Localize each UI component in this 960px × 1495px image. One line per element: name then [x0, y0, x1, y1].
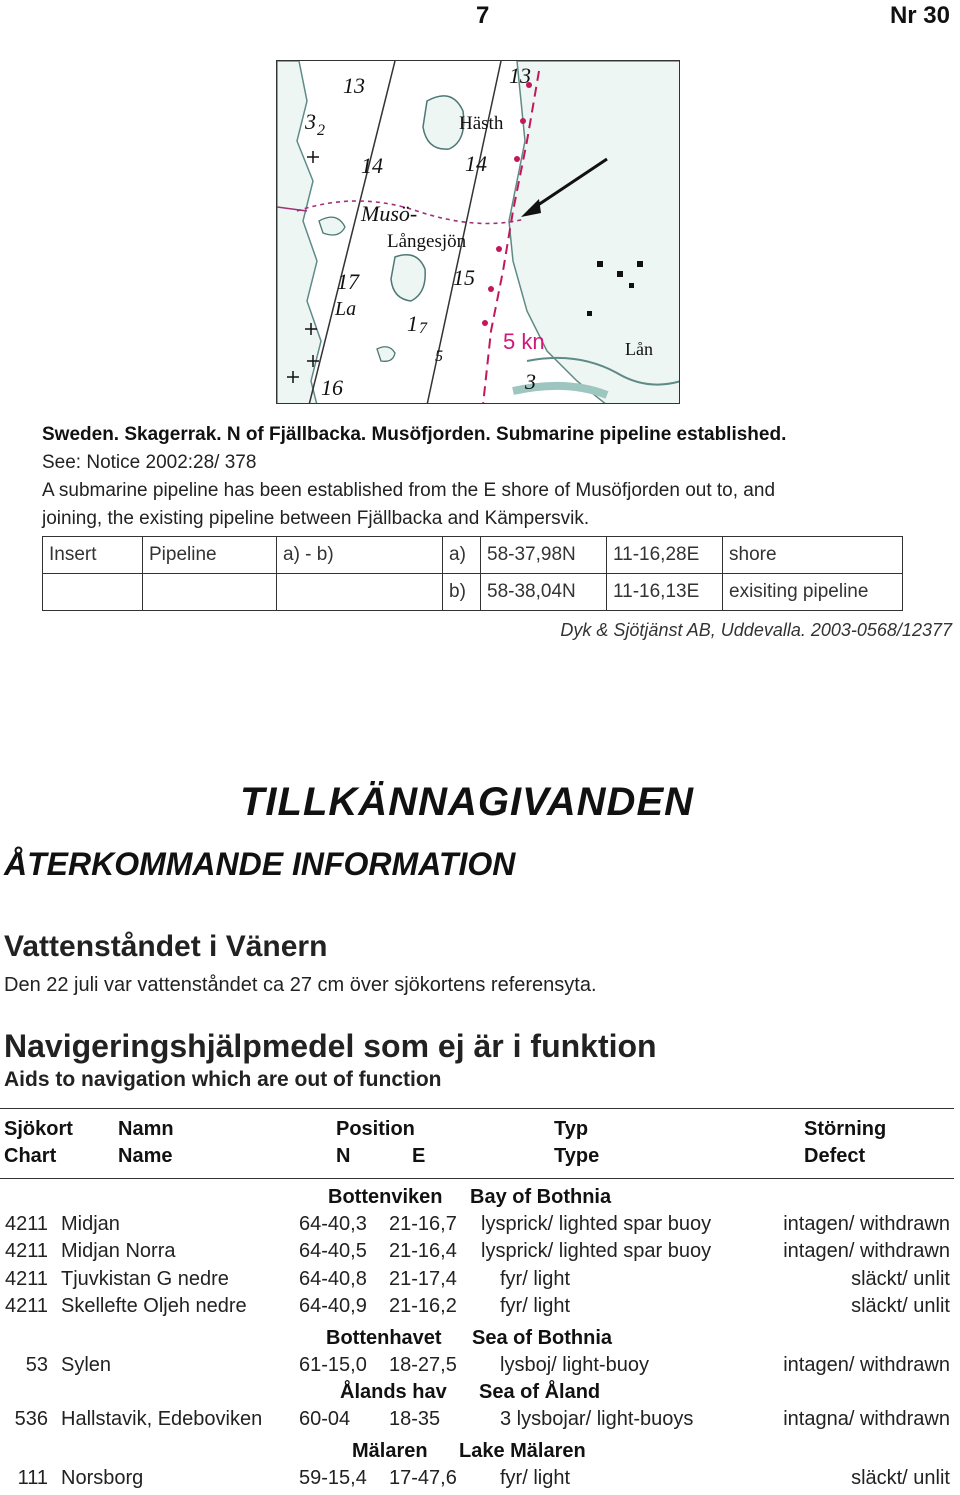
column-header: Namn	[118, 1118, 174, 1140]
position-n-cell: 64-40,8	[299, 1268, 367, 1290]
table-cell: 11-16,13E	[607, 574, 723, 611]
defect-cell: släckt/ unlit	[851, 1295, 950, 1317]
position-e-cell: 21-17,4	[389, 1268, 457, 1290]
column-header: Chart	[4, 1145, 57, 1167]
column-header: Defect	[804, 1145, 866, 1167]
divider	[0, 1108, 954, 1109]
defect-cell: släckt/ unlit	[851, 1467, 950, 1489]
notice-see: See: Notice 2002:28/ 378	[42, 452, 257, 473]
column-header: E	[412, 1145, 426, 1167]
region-label: Lake Mälaren	[459, 1440, 586, 1462]
position-e-cell: 21-16,4	[389, 1240, 457, 1262]
position-n-cell: 64-40,5	[299, 1240, 367, 1262]
column-header: Sjökort	[4, 1118, 73, 1140]
depth-label: 14	[465, 151, 487, 176]
speed-limit-label: 5 kn	[503, 329, 545, 354]
depth-label: 13	[509, 63, 531, 88]
table-cell	[277, 574, 443, 611]
defect-cell: intagen/ withdrawn	[783, 1240, 950, 1262]
chart-cell: 53	[25, 1354, 48, 1376]
table-cell: 11-16,28E	[607, 537, 723, 574]
defect-cell: släckt/ unlit	[851, 1268, 950, 1290]
table-cell	[143, 574, 277, 611]
chart-cell: 4211	[4, 1295, 48, 1317]
pipeline-table	[42, 536, 903, 611]
name-cell: Tjuvkistan G nedre	[61, 1268, 229, 1290]
depth-label: 3	[525, 369, 536, 394]
name-cell: Norsborg	[61, 1467, 144, 1489]
page-number: 7	[476, 2, 490, 29]
region-label: Ålands hav	[340, 1381, 447, 1403]
region-label: Sea of Åland	[479, 1381, 601, 1403]
table-cell: Insert	[43, 537, 143, 574]
section-subheading: ÅTERKOMMANDE INFORMATION	[4, 846, 516, 882]
defect-cell: intagna/ withdrawn	[783, 1408, 950, 1430]
defect-cell: intagen/ withdrawn	[783, 1213, 950, 1235]
table-cell: 58-37,98N	[481, 537, 607, 574]
region-label: Sea of Bothnia	[472, 1327, 613, 1349]
type-cell: fyr/ light	[500, 1295, 571, 1317]
position-n-cell: 59-15,4	[299, 1467, 367, 1489]
place-label: La	[335, 298, 357, 320]
place-label: Musö-	[361, 201, 418, 226]
depth-label: 17	[337, 269, 359, 294]
aids-subtitle: Aids to navigation which are out of function	[4, 1068, 442, 1091]
name-cell: Skellefte Oljeh nedre	[61, 1295, 247, 1317]
region-label: Mälaren	[352, 1440, 428, 1462]
place-label: Långesjön	[387, 231, 467, 252]
column-header: Störning	[804, 1118, 887, 1140]
region-label: Bottenhavet	[326, 1327, 442, 1349]
depth-label: 1	[407, 311, 418, 336]
depth-label: 14	[361, 153, 383, 178]
column-header: Position	[336, 1118, 415, 1140]
name-cell: Sylen	[61, 1354, 112, 1376]
defect-cell: intagen/ withdrawn	[783, 1354, 950, 1376]
chart-cell: 4211	[4, 1213, 48, 1235]
position-e-cell: 21-16,7	[389, 1213, 457, 1235]
table-cell: b)	[443, 574, 481, 611]
depth-label: 3	[305, 109, 316, 134]
place-label: Lån	[625, 339, 653, 359]
table-cell: Pipeline	[143, 537, 277, 574]
table-row	[43, 537, 903, 574]
position-e-cell: 21-16,2	[389, 1295, 457, 1317]
type-cell: lysboj/ light-buoy	[500, 1354, 649, 1376]
name-cell: Hallstavik, Edeboviken	[61, 1408, 263, 1430]
region-label: Bay of Bothnia	[470, 1186, 612, 1208]
vanern-title: Vattenståndet i Vänern	[4, 930, 328, 963]
chart-graphic	[277, 61, 680, 404]
position-e-cell: 18-35	[389, 1408, 441, 1430]
name-cell: Midjan	[61, 1213, 120, 1235]
type-cell: lysprick/ lighted spar buoy	[481, 1213, 712, 1235]
notice-title: Sweden. Skagerrak. N of Fjällbacka. Musöfjorden. Submarine pipeline established.	[42, 424, 787, 445]
depth-label: 13	[343, 73, 365, 98]
position-n-cell: 64-40,9	[299, 1295, 367, 1317]
depth-label: 16	[321, 375, 343, 400]
type-cell: fyr/ light	[500, 1467, 571, 1489]
table-cell: a) - b)	[277, 537, 443, 574]
table-cell: shore	[723, 537, 903, 574]
position-e-cell: 17-47,6	[389, 1467, 457, 1489]
place-label: Hästh	[459, 113, 504, 134]
vanern-text: Den 22 juli var vattenståndet ca 27 cm över sjökortens referensyta.	[4, 974, 597, 996]
column-header: Typ	[554, 1118, 589, 1140]
table-cell: a)	[443, 537, 481, 574]
table-row	[43, 574, 903, 611]
issue-number: Nr 30	[889, 2, 950, 29]
section-heading: TILLKÄNNAGIVANDEN	[240, 780, 695, 824]
divider	[0, 1178, 954, 1179]
position-n-cell: 60-04	[299, 1408, 351, 1430]
type-cell: lysprick/ lighted spar buoy	[481, 1240, 712, 1262]
column-header: Name	[118, 1145, 173, 1167]
type-cell: fyr/ light	[500, 1268, 571, 1290]
notice-source: Dyk & Sjötjänst AB, Uddevalla. 2003-0568/12377	[560, 620, 952, 640]
table-cell: 58-38,04N	[481, 574, 607, 611]
chart-cell: 4211	[4, 1240, 48, 1262]
name-cell: Midjan Norra	[61, 1240, 176, 1262]
chart-cell: 536	[14, 1408, 48, 1430]
position-n-cell: 61-15,0	[299, 1354, 367, 1376]
depth-label: 2	[317, 122, 325, 139]
column-header: N	[336, 1145, 351, 1167]
notice-text: joining, the existing pipeline between Fjällbacka and Kämpersvik.	[42, 508, 590, 529]
depth-label: 15	[453, 265, 475, 290]
position-e-cell: 18-27,5	[389, 1354, 457, 1376]
chart-cell: 4211	[4, 1268, 48, 1290]
region-label: Bottenviken	[328, 1186, 443, 1208]
table-cell	[43, 574, 143, 611]
depth-label: 7	[419, 320, 427, 337]
notice-text: A submarine pipeline has been established from the E shore of Musöfjorden out to, and	[42, 480, 776, 501]
nautical-chart-insert	[276, 60, 680, 404]
position-n-cell: 64-40,3	[299, 1213, 367, 1235]
column-header: Type	[554, 1145, 600, 1167]
depth-label: 5	[435, 348, 443, 365]
type-cell: 3 lysbojar/ light-buoys	[500, 1408, 694, 1430]
chart-cell: 111	[17, 1467, 48, 1489]
aids-title: Navigeringshjälpmedel som ej är i funktion	[4, 1028, 657, 1064]
table-cell: exisiting pipeline	[723, 574, 903, 611]
